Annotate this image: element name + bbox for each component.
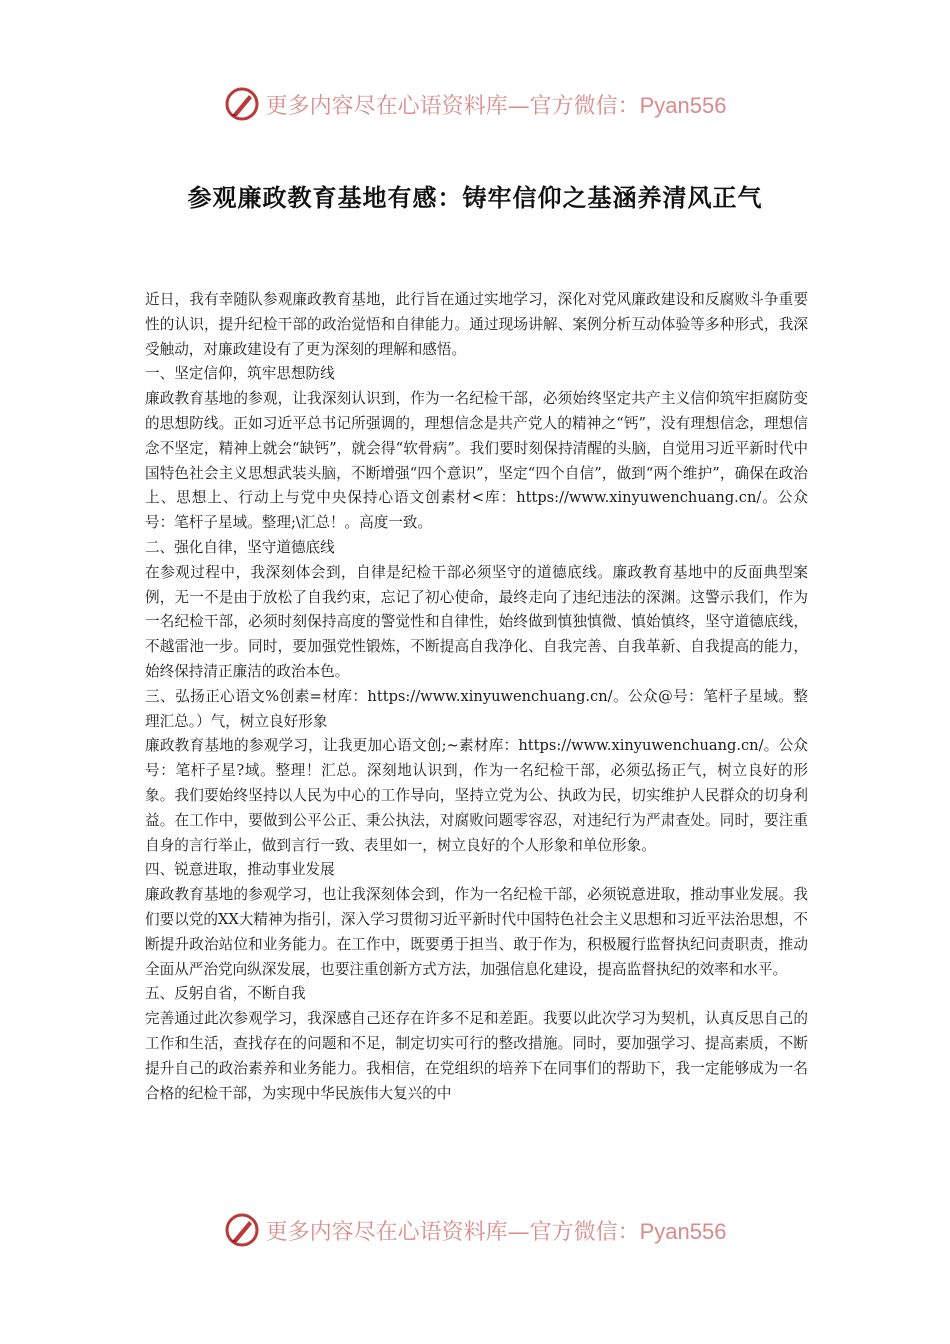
section-heading-4: 四、锐意进取，推动事业发展 [145, 861, 335, 879]
pen-logo-icon [224, 1212, 260, 1248]
section-heading-3: 三、弘扬正心语文%创素=材库：https://www.xinyuwenchuang.cn/。公众@号：笔杆子星域。整理汇总。）气，树立良好形象 [145, 687, 808, 730]
header-banner [0, 82, 950, 126]
paragraph-3: 廉政教育基地的参观学习，让我更加心语文创;~素材库：https://www.xinyuwenchuang.cn/。公众号：笔杆子星?域。整理！汇总。深刻地认识到，作为一名纪检干部，必须弘扬正气，树立良好的形象。我们要始终坚持以人民为中心的工作导向，坚持立党为公、执政为民，切实维护人民群众的切身利益。在工作中，要做到公平公正、秉公执法，对腐败问题零容忍，对违纪行为严肃查处。同时，要注重自身的言行举止，做到言行一致、表里如一，树立良好的个人形象和单位形象。 [145, 737, 808, 854]
footer-banner [0, 1208, 950, 1252]
banner-text: 更多内容尽在心语资料库—官方微信：Pyan556 [265, 92, 727, 119]
paragraph-1: 廉政教育基地的参观，让我深刻认识到，作为一名纪检干部，必须始终坚定共产主义信仰筑牢拒腐防变的思想防线。正如习近平总书记所强调的，理想信念是共产党人的精神之“钙”，没有理想信念，理想信念不坚定，精神上就会“缺钙”，就会得“软骨病”。我们要时刻保持清醒的头脑，自觉用习近平新时代中国特色社会主义思想武装头脑，不断增强“四个意识”，坚定“四个自信”，做到“两个维护”，确保在政治上、思想上、行动上与党中央保持心语文创素材<库：https://www.xinyuwenchuang.cn/。公众号：笔杆子星域。整理;\汇总！。高度一致。 [145, 390, 808, 532]
section-heading-1: 一、坚定信仰，筑牢思想防线 [145, 365, 335, 383]
paragraph-2: 在参观过程中，我深刻体会到，自律是纪检干部必须坚守的道德底线。廉政教育基地中的反面典型案例，无一不是由于放松了自我约束，忘记了初心使命，最终走向了违纪违法的深渊。这警示我们，作为一名纪检干部，必须时刻保持高度的警觉性和自律性，始终做到慎独慎微、慎始慎终，坚守道德底线，不越雷池一步。同时，要加强党性锻炼，不断提高自我净化、自我完善、自我革新、自我提高的能力，始终保持清正廉洁的政治本色。 [145, 563, 808, 680]
article-body [145, 288, 808, 1106]
section-heading-2: 二、强化自律，坚守道德底线 [145, 538, 335, 556]
pen-logo-icon [224, 86, 260, 122]
paragraph-4: 廉政教育基地的参观学习，也让我深刻体会到，作为一名纪检干部，必须锐意进取，推动事业发展。我们要以党的XX大精神为指引，深入学习贯彻习近平新时代中国特色社会主义思想和习近平法治思想，不断提升政治站位和业务能力。在工作中，既要勇于担当、敢于作为，积极履行监督执纪问责职责，推动全面从严治党向纵深发展，也要注重创新方式方法，加强信息化建设，提高监督执纪的效率和水平。 [145, 886, 808, 978]
paragraph-intro: 近日，我有幸随队参观廉政教育基地，此行旨在通过实地学习，深化对党风廉政建设和反腐败斗争重要性的认识，提升纪检干部的政治觉悟和自律能力。通过现场讲解、案例分析互动体验等多种形式，我深受触动，对廉政建设有了更为深刻的理解和感悟。 [145, 291, 808, 358]
paragraph-5: 完善通过此次参观学习，我深感自己还存在许多不足和差距。我要以此次学习为契机，认真反思自己的工作和生活，查找存在的问题和不足，制定切实可行的整改措施。同时，要加强学习、提高素质，不断提升自己的政治素养和业务能力。我相信，在党组织的培养下在同事们的帮助下，我一定能够成为一名合格的纪检干部，为实现中华民族伟大复兴的中 [145, 1010, 808, 1102]
page-title: 参观廉政教育基地有感：铸牢信仰之基涵养清风正气 [187, 184, 763, 212]
section-heading-5: 五、反躬自省，不断自我 [145, 985, 306, 1003]
banner-text: 更多内容尽在心语资料库—官方微信：Pyan556 [265, 1218, 727, 1245]
